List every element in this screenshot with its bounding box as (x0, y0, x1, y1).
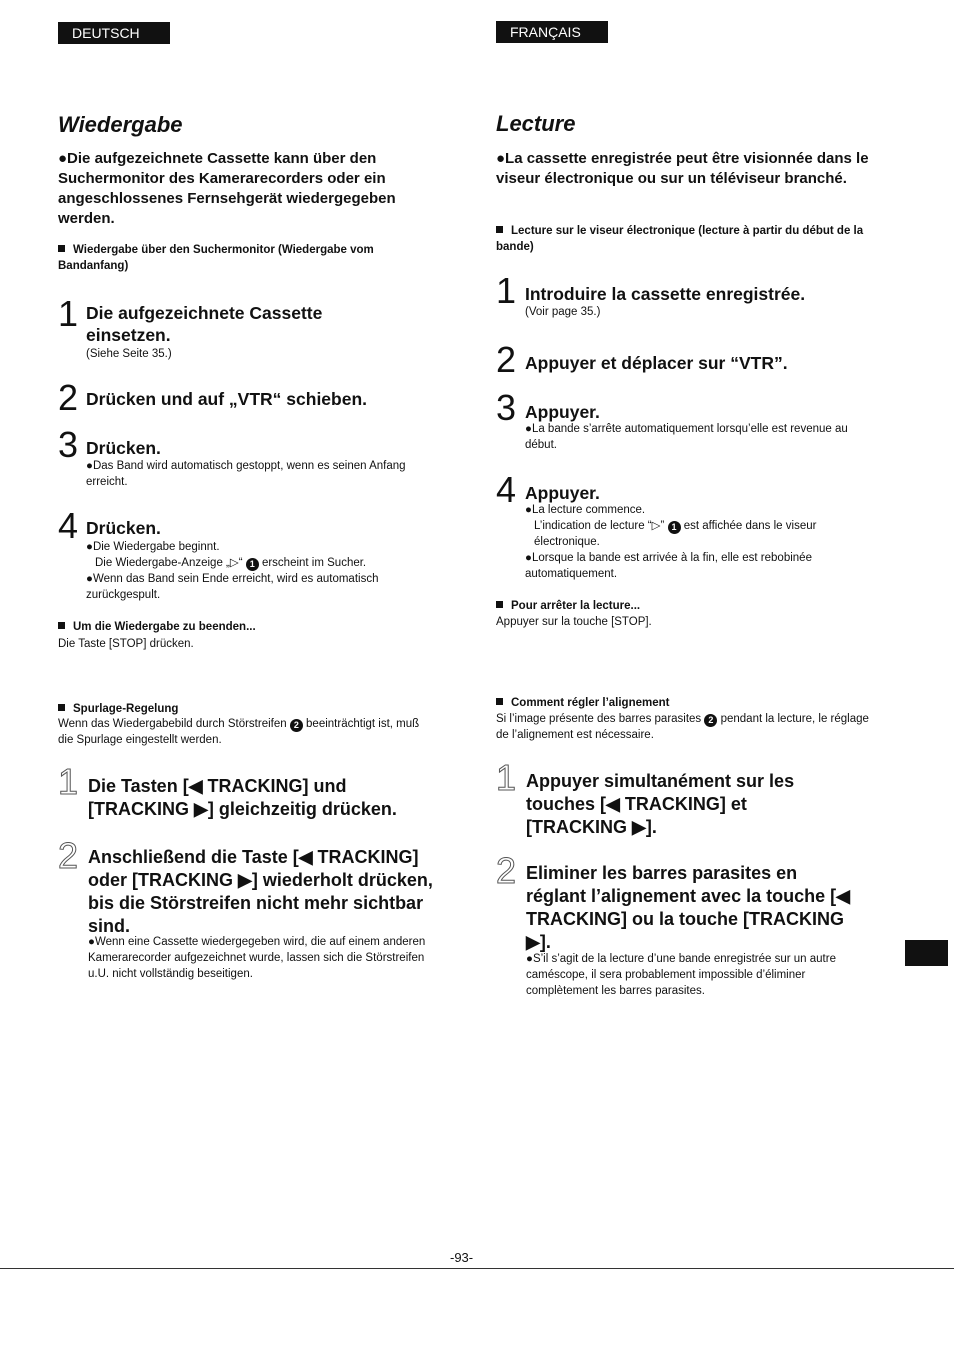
tracking-step-title-2: Anschließend die Taste [◀ TRACKING] oder [TRACKING ▶] wiederholt drücken, bis die Störstreifen nicht mehr sichtbar sind. (88, 847, 433, 936)
step-title-2: Drücken und auf „VTR“ schieben. (86, 389, 368, 409)
section-index-tab (905, 940, 948, 966)
step-note-3-fr: ●La bande s’arrête automatiquement lorsqu’elle est revenue au début. (525, 423, 848, 451)
step-number-3: 3 (58, 424, 79, 465)
page-number: -93- (450, 1250, 474, 1265)
step-notes-4 (86, 539, 426, 603)
step-note-3: ●Das Band wird automatisch gestoppt, wenn es seinen Anfang erreicht. (86, 460, 406, 488)
step-number-1: 1 (58, 293, 79, 334)
square-bullet-icon (496, 601, 503, 608)
section-heading-fr: Lecture sur le viseur électronique (lecture à partir du début de la bande) (496, 225, 864, 253)
step-number-4: 4 (58, 505, 79, 546)
circled-number-icon: 1 (668, 521, 681, 534)
stop-text-fr: Appuyer sur la touche [STOP]. (496, 616, 652, 628)
circled-number-icon: 2 (704, 714, 717, 727)
note-line: ●Die Wiedergabe beginnt. (86, 541, 220, 553)
tracking-heading-fr: Comment régler l’alignement (496, 695, 669, 711)
step-title-4: Drücken. (86, 518, 161, 538)
note-line: ●La lecture commence. (525, 504, 646, 516)
tracking-step-number-1-fr: 1 (496, 757, 517, 798)
note-line: ●Lorsque la bande est arrivée à la fin, elle est rebobinée automatiquement. (525, 552, 812, 580)
step-title-2-fr: Appuyer et déplacer sur “VTR”. (525, 353, 788, 373)
page-title-de: Wiedergabe (58, 112, 183, 137)
tracking-step-title-1-fr: Appuyer simultanément sur les touches [◀ TRACKING] et [TRACKING ▶]. (526, 771, 795, 837)
step-number-1-fr: 1 (496, 270, 517, 311)
tracking-step-number-1: 1 (58, 761, 79, 802)
tracking-step-number-2-fr: 2 (496, 850, 517, 891)
step-title-1: Die aufgezeichnete Cassette einsetzen. (86, 303, 323, 345)
tab-francais: FRANÇAIS (496, 21, 608, 43)
tracking-step-title-1: Die Tasten [◀ TRACKING] und [TRACKING ▶] gleichzeitig drücken. (88, 776, 397, 819)
intro-de: ●Die aufgezeichnete Cassette kann über den Suchermonitor des Kamerarecorders oder ein angeschlossenes Fernsehgerät wiedergegeben werden. (58, 150, 396, 227)
square-bullet-icon (496, 698, 503, 705)
tracking-step-number-2: 2 (58, 835, 79, 876)
step-notes-4-fr (525, 502, 870, 582)
tracking-text-fr: Si l’image présente des barres parasites 2 pendant la lecture, le réglage de l’alignement est nécessaire. (496, 713, 869, 741)
step-note-1-fr: (Voir page 35.) (525, 306, 601, 318)
tracking-heading-de: Spurlage-Regelung (58, 701, 178, 717)
intro-fr: ●La cassette enregistrée peut être visionnée dans le viseur électronique ou sur un téléviseur branché. (496, 150, 869, 187)
page-title-fr: Lecture (496, 111, 576, 136)
step-number-3-fr: 3 (496, 387, 517, 428)
stop-heading-fr: Pour arrêter la lecture... (496, 598, 640, 614)
square-bullet-icon (58, 245, 65, 252)
circled-number-icon: 1 (246, 558, 259, 571)
circled-number-icon: 2 (290, 719, 303, 732)
square-bullet-icon (58, 622, 65, 629)
step-number-4-fr: 4 (496, 469, 517, 510)
tab-deutsch: DEUTSCH (58, 22, 170, 44)
step-number-2: 2 (58, 377, 79, 418)
step-title-3-fr: Appuyer. (525, 402, 600, 422)
note-line: Die Wiedergabe-Anzeige „▷“ 1 erscheint im Sucher. (95, 557, 367, 569)
stop-text-de: Die Taste [STOP] drücken. (58, 638, 194, 650)
tracking-text-de: Wenn das Wiedergabebild durch Störstreifen 2 beeinträchtigt ist, muß die Spurlage eingestellt werden. (58, 718, 420, 746)
square-bullet-icon (496, 226, 503, 233)
step-note-1: (Siehe Seite 35.) (86, 348, 172, 360)
step-title-1-fr: Introduire la cassette enregistrée. (525, 284, 806, 304)
step-number-2-fr: 2 (496, 339, 517, 380)
footer-rule (0, 1268, 954, 1269)
tracking-step-note-2-fr: ●S’il s’agit de la lecture d’une bande enregistrée sur un autre caméscope, il sera probablement impossible d’éliminer complètement les barres parasites. (526, 953, 836, 997)
step-title-3: Drücken. (86, 438, 161, 458)
note-line: L’indication de lecture “▷” 1 est affichée dans le viseur électronique. (534, 520, 817, 548)
square-bullet-icon (58, 704, 65, 711)
tracking-step-note-2: ●Wenn eine Cassette wiedergegeben wird, die auf einem anderen Kamerarecorder aufgezeichnet wurde, lassen sich die Störstreifen u.U. nicht vollständig beseitigen. (88, 936, 426, 980)
note-line: ●Wenn das Band sein Ende erreicht, wird es automatisch zurückgespult. (86, 573, 379, 601)
section-heading-text: Wiedergabe über den Suchermonitor (Wiedergabe vom Bandanfang) (58, 244, 374, 272)
step-title-4-fr: Appuyer. (525, 483, 600, 503)
tracking-step-title-2-fr: Eliminer les barres parasites en réglant l’alignement avec la touche [◀ TRACKING] ou la touche [TRACKING ▶]. (526, 863, 850, 952)
section-heading-de (58, 242, 418, 274)
stop-heading-de: Um die Wiedergabe zu beenden... (58, 619, 256, 635)
